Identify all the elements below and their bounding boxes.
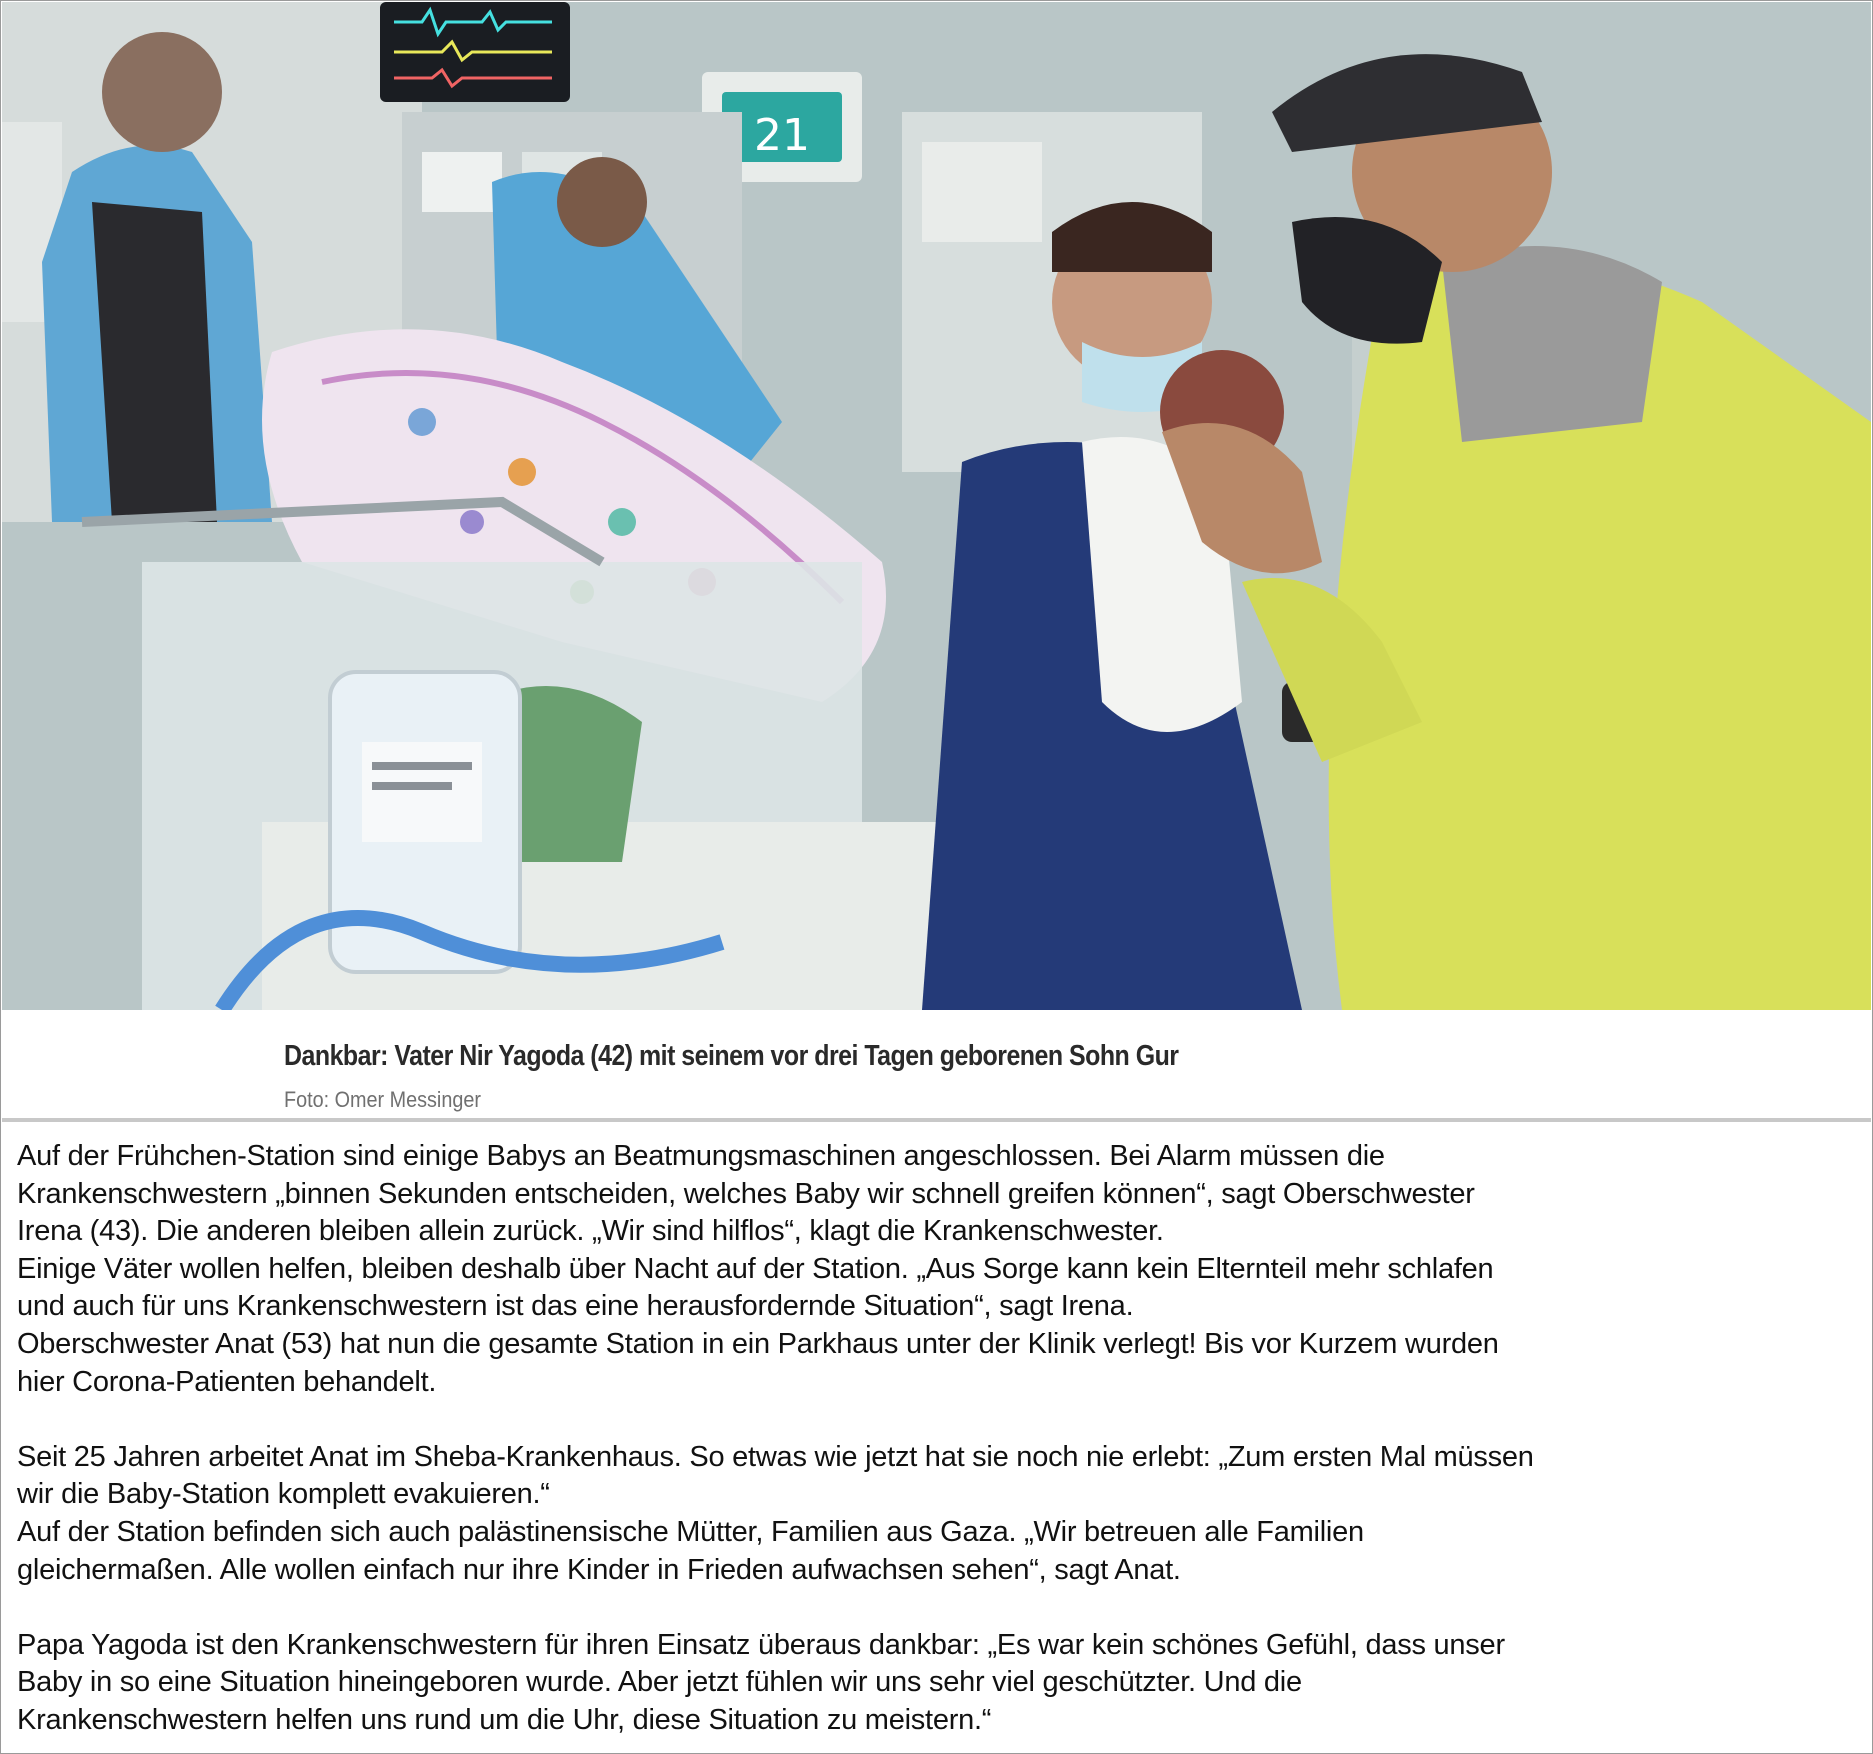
- article-paragraph: Seit 25 Jahren arbeitet Anat im Sheba-Krankenhaus. So etwas wie jetzt hat sie noch nie erlebt: „Zum ersten Mal müssen wir die Baby-Station komplett evakuieren.“ Auf der Station befinden sich auch palästinensische Mütter, Familien aus Gaza. „Wir betreuen alle Familien gleichermaßen. Alle wollen einfach nur ihre Kinder in Frieden aufwachsen sehen“, sagt Anat.: [17, 1440, 1534, 1586]
- article-paragraph: Auf der Frühchen-Station sind einige Babys an Beatmungsmaschinen angeschlossen. Bei Alarm müssen die Krankenschwestern „binnen Sekunden entscheiden, welches Baby wir schnell greifen können“, sagt Oberschwester Irena (43). Die anderen bleiben allein zurück. „Wir sind hilflos“, klagt die Krankenschwester. Einige Väter wollen helfen, bleiben deshalb über Nacht auf der Station. „Aus Sorge kann kein Elternteil mehr schlafen und auch für uns Krankenschwestern ist das eine herausfordernde Situation“, sagt Irena. Oberschwester Anat (53) hat nun die gesamte Station in ein Parkhaus unter der Klinik verlegt! Bis vor Kurzem wurden hier Corona-Patienten behandelt.: [17, 1140, 1499, 1398]
- photo-illustration: [2, 2, 1871, 1010]
- caption-title: Dankbar: Vater Nir Yagoda (42) mit seinem vor drei Tagen geborenen Sohn Gur: [284, 1040, 1179, 1072]
- article-paragraph: Papa Yagoda ist den Krankenschwestern für ihren Einsatz überaus dankbar: „Es war kein schönes Gefühl, dass unser Baby in so eine Situation hineingeboren wurde. Aber jetzt fühlen wir uns sehr viel geschützter. Und die Krankenschwestern helfen uns rund um die Uhr, diese Situation zu meistern.“: [17, 1628, 1505, 1736]
- photo-caption: [2, 1010, 1871, 1118]
- article-photo: [2, 2, 1871, 1010]
- photo-credit: Foto: Omer Messinger: [284, 1087, 481, 1112]
- paragraph-spacer: [17, 1589, 1862, 1627]
- room-number: 21: [754, 110, 810, 161]
- divider: [2, 1118, 1871, 1122]
- paragraph-spacer: [17, 1401, 1862, 1439]
- article-body: [17, 1138, 1862, 1740]
